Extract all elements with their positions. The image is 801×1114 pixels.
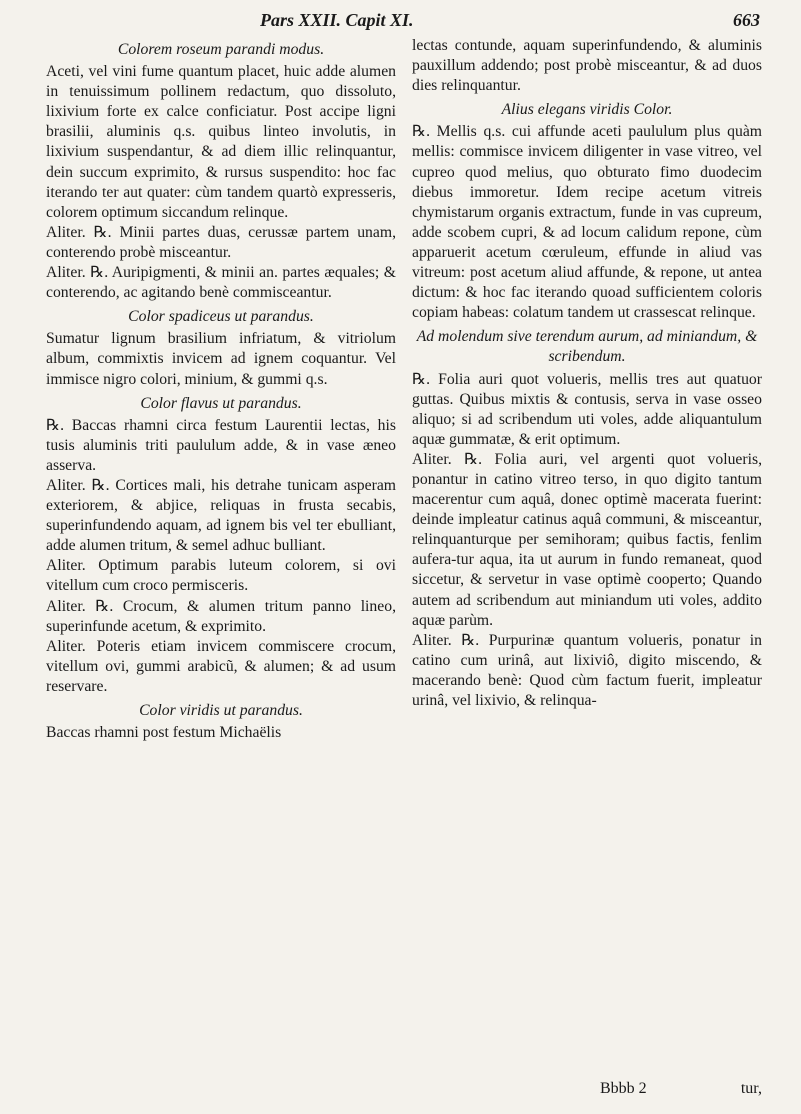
right-column — [412, 36, 762, 711]
page-number: 663 — [733, 10, 760, 30]
paragraph: Aliter. ℞. Crocum, & alumen tritum panno lineo, superinfunde acetum, & exprimito. — [46, 597, 396, 635]
paragraph: Aceti, vel vini fume quantum placet, huic adde alumen in tenuissimum pollinem redactum, quo dissoluto, lixivium forte ex calce conficiatur. Post accipe ligni brasilii, aluminis q.s. quibus linteo involutis, in lixivium suspendantur, & ad diem illic relinquantur, dein succum exprimito, & rursus suspendito: hoc fac iterando ter aut quater: cùm tandem quartò expresseris, colorem optimum siccandum relinque. — [46, 63, 396, 221]
section-heading: Ad molendum sive terendum aurum, ad miniandum, & scribendum. — [416, 328, 758, 366]
paragraph: Aliter. Poteris etiam invicem commiscere crocum, vitellum ovi, gummi arabicũ, & alumen; & ad usum reservare. — [46, 637, 396, 695]
catchword: tur, — [740, 1080, 762, 1097]
paragraph: ℞. Mellis q.s. cui affunde aceti paululum plus quàm mellis: commisce invicem diligenter in vase vitreo, vel cupreo quod melius, quo obturato fimo duodecim diebus immoretur. Idem recipe acetum vitreis chymistarum organis extractum, funde in vas cupreum, adde scobem cupri, & ad locum calidum repone, cùm apparuerit acetum cœruleum, effunde in aliud vas vitreum: post acetum aliud affunde, & repone, ut antea dictum: & hoc fac iterando quoad sufficientem coloris copiam habeas: colatum tandem ut crassescat relinque. — [412, 123, 762, 322]
paragraph: Baccas rhamni post festum Michaëlis — [46, 724, 282, 742]
running-title: Pars XXII. Capit XI. — [260, 10, 414, 30]
paragraph: ℞. Folia auri quot volueris, mellis tres aut quatuor guttas. Quibus mixtis & contusis, serva in vase osseo aliquo; si ad scribendum uti voles, adde aliquantulum aquæ gummatæ, & erit optimum. — [412, 370, 762, 448]
paragraph: Aliter. ℞. Cortices mali, his detrahe tunicam asperam exteriorem, & abjice, reliquas in frusta secabis, superinfundendo aquam, ad ignem bis vel ter ebulliant, adde alumen tritum, & semel adhuc bulliant. — [46, 476, 396, 555]
paragraph: Aliter. ℞. Minii partes duas, cerussæ partem unam, conterendo probè misceantur. — [46, 223, 396, 261]
section-heading: Color spadiceus ut parandus. — [128, 308, 314, 326]
section-heading: Alius elegans viridis Color. — [501, 101, 673, 119]
paragraph: Aliter. ℞. Purpurinæ quantum volueris, ponatur in catino cum urinâ, aut lixiviô, digito miscendo, & macerando benè: Quod cùm factum fuerit, impleatur urinâ, vel lixivio, & relinqua- — [412, 631, 762, 709]
signature-mark: Bbbb 2 — [600, 1080, 647, 1097]
section-heading: Colorem roseum parandi modus. — [117, 41, 325, 58]
paragraph: ℞. Baccas rhamni circa festum Laurentii lectas, his tusis aluminis triti paululum adde, & in vase æneo asserva. — [46, 416, 396, 474]
paragraph: lectas contunde, aquam superinfundendo, & aluminis pauxillum addendo; post probè misceantur, & ad duos dies relinquantur. — [412, 37, 762, 95]
section-heading: Color flavus ut parandus. — [140, 394, 302, 412]
section-heading: Color viridis ut parandus. — [139, 702, 303, 719]
paragraph: Aliter. ℞. Folia auri, vel argenti quot volueris, ponantur in catino vitreo terso, in quo digito tantum macerentur cum aquâ, donec optimè macerata fuerint: deinde impleatur catinus aquâ communi, & misceantur, relinquanturque per semihoram; quibus factis, fenlim aufera-tur aqua, ita ut aurum in fundo remaneat, quod siccetur, & servetur in vase optimè cooperto; Quando autem ad scribendum aut miniandum uti voles, addito aquæ parùm. — [412, 450, 762, 629]
page-footer — [410, 1080, 762, 1102]
paragraph: Sumatur lignum brasilium infriatum, & vitriolum album, commixtis invicem ad ignem coquantur. Vel immisce nigro colori, minium, & gummi q.s. — [46, 330, 396, 388]
left-column — [46, 36, 396, 743]
running-header — [40, 6, 760, 34]
paragraph: Aliter. Optimum parabis luteum colorem, si ovi vitellum cum croco permisceris. — [46, 557, 396, 595]
paragraph: Aliter. ℞. Auripigmenti, & minii an. partes æquales; & conterendo, ac agitando benè commisceantur. — [46, 264, 396, 302]
